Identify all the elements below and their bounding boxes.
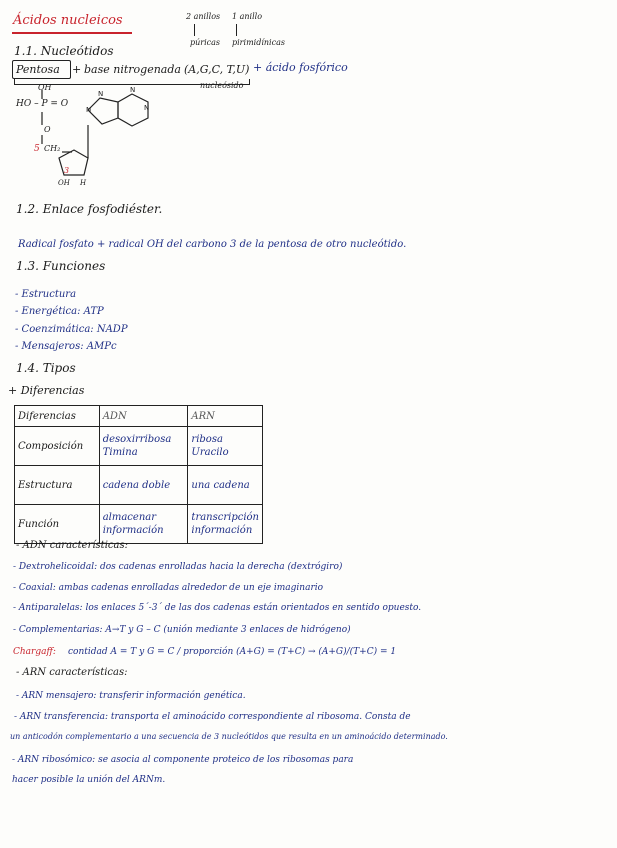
section-1-2-heading: 1.2. Enlace fosfodiéster. [16, 202, 163, 216]
table-header-cell: ADN [99, 406, 188, 427]
formula-plus: + [72, 63, 82, 76]
mol-oh-bottom: OH [58, 179, 70, 187]
function-item: - Energética: ATP [15, 306, 104, 317]
anno-one-ring: 1 anillo [232, 12, 263, 21]
adn-line-chargaff: contidad A = T y G = C / proporción (A+G) = (T+C) → (A+G)/(T+C) = 1 [68, 647, 397, 657]
differences-label: + Diferencias [8, 384, 85, 397]
arn-line-ribosomal-1: - ARN ribosómico: se asocia al componente proteico de los ribosomas para [12, 755, 354, 765]
adn-line-complementary: - Complementarias: A→T y G – C (unión mediante 3 enlaces de hidrógeno) [13, 625, 351, 635]
arn-line-transfer-2: un anticodón complementario a una secuencia de 3 nucleótidos que resulta en un aminoácido determinado. [10, 732, 448, 741]
adn-line-antiparallel: - Antiparalelas: los enlaces 5´-3´ de las dos cadenas están orientados en sentido opuesto. [13, 603, 422, 613]
phosphodiester-text: Radical fosfato + radical OH del carbono 3 de la pentosa de otro nucleótido. [18, 239, 407, 250]
table-header-cell: Diferencias [15, 406, 100, 427]
formula-pentose: Pentosa [16, 63, 60, 76]
mol-o: O [44, 125, 51, 134]
section-1-3-heading: 1.3. Funciones [16, 259, 106, 273]
table-row [15, 427, 263, 466]
table-cell: Función [15, 505, 100, 544]
table-row [15, 466, 263, 505]
anno-arrow-1 [194, 24, 195, 36]
mol-five: 5 [34, 144, 40, 154]
function-item: - Estructura [15, 289, 77, 300]
pentose-box [12, 60, 71, 79]
nucleotide-structure [14, 80, 154, 190]
arn-line-transfer-1: - ARN transferencia: transporta el aminoácido correspondiente al ribosoma. Consta de [14, 712, 411, 722]
section-1-4-heading: 1.4. Tipos [16, 361, 76, 375]
mol-three: 3 [64, 166, 70, 175]
table-cell: Estructura [15, 466, 100, 505]
function-item: - Mensajeros: AMPc [15, 341, 117, 352]
title-underline [12, 32, 132, 34]
mol-h-bottom: H [80, 179, 87, 187]
function-item: - Coenzimática: NADP [15, 324, 128, 335]
nucleoside-label: nucleósido [200, 81, 244, 90]
adn-line-coaxial: - Coaxial: ambas cadenas enrolladas alrededor de un eje imaginario [13, 583, 324, 593]
section-1-1-heading: 1.1. Nucleótidos [14, 44, 114, 58]
table-cell: almacenar información [99, 505, 188, 544]
table-header-row [15, 406, 263, 427]
table-cell: desoxirribosa Timina [99, 427, 188, 466]
adn-line-dextro: - Dextrohelicoidal: dos cadenas enrolladas hacia la derecha (dextrógiro) [13, 562, 343, 572]
anno-purine: púricas [190, 38, 221, 47]
table-cell: ribosa Uracilo [188, 427, 263, 466]
arn-heading: - ARN características: [16, 667, 128, 678]
adn-heading: - ADN características: [16, 540, 128, 551]
table-cell: cadena doble [99, 466, 188, 505]
page-title: Ácidos nucleicos [13, 13, 123, 28]
chargaff-label: Chargaff: [13, 647, 56, 657]
mol-n-label-1: N [98, 90, 104, 98]
table-header-cell: ARN [188, 406, 263, 427]
mol-ho-p: HO – P = O [16, 99, 69, 109]
arn-line-ribosomal-2: hacer posible la unión del ARNm. [12, 775, 166, 785]
mol-n-label-2: N [86, 106, 92, 114]
formula-bases: (A,G,C, T,U) [184, 63, 250, 76]
anno-pyrimidine: pirimidínicas [232, 38, 285, 47]
mol-n-label-4: N [144, 104, 150, 112]
mol-oh-top: OH [38, 83, 52, 92]
formula-base: base nitrogenada [84, 63, 181, 76]
table-cell: una cadena [188, 466, 263, 505]
anno-two-rings: 2 anillos [186, 12, 221, 21]
anno-arrow-2 [236, 24, 237, 36]
arn-line-messenger: - ARN mensajero: transferir información genética. [16, 691, 246, 701]
mol-n-label-3: N [130, 86, 136, 94]
comparison-table [14, 405, 263, 544]
table-row [15, 505, 263, 544]
mol-ch2: CH₂ [44, 144, 61, 153]
table-cell: transcripción información [188, 505, 263, 544]
table-cell: Composición [15, 427, 100, 466]
formula-phosphoric: + ácido fosfórico [253, 61, 348, 74]
